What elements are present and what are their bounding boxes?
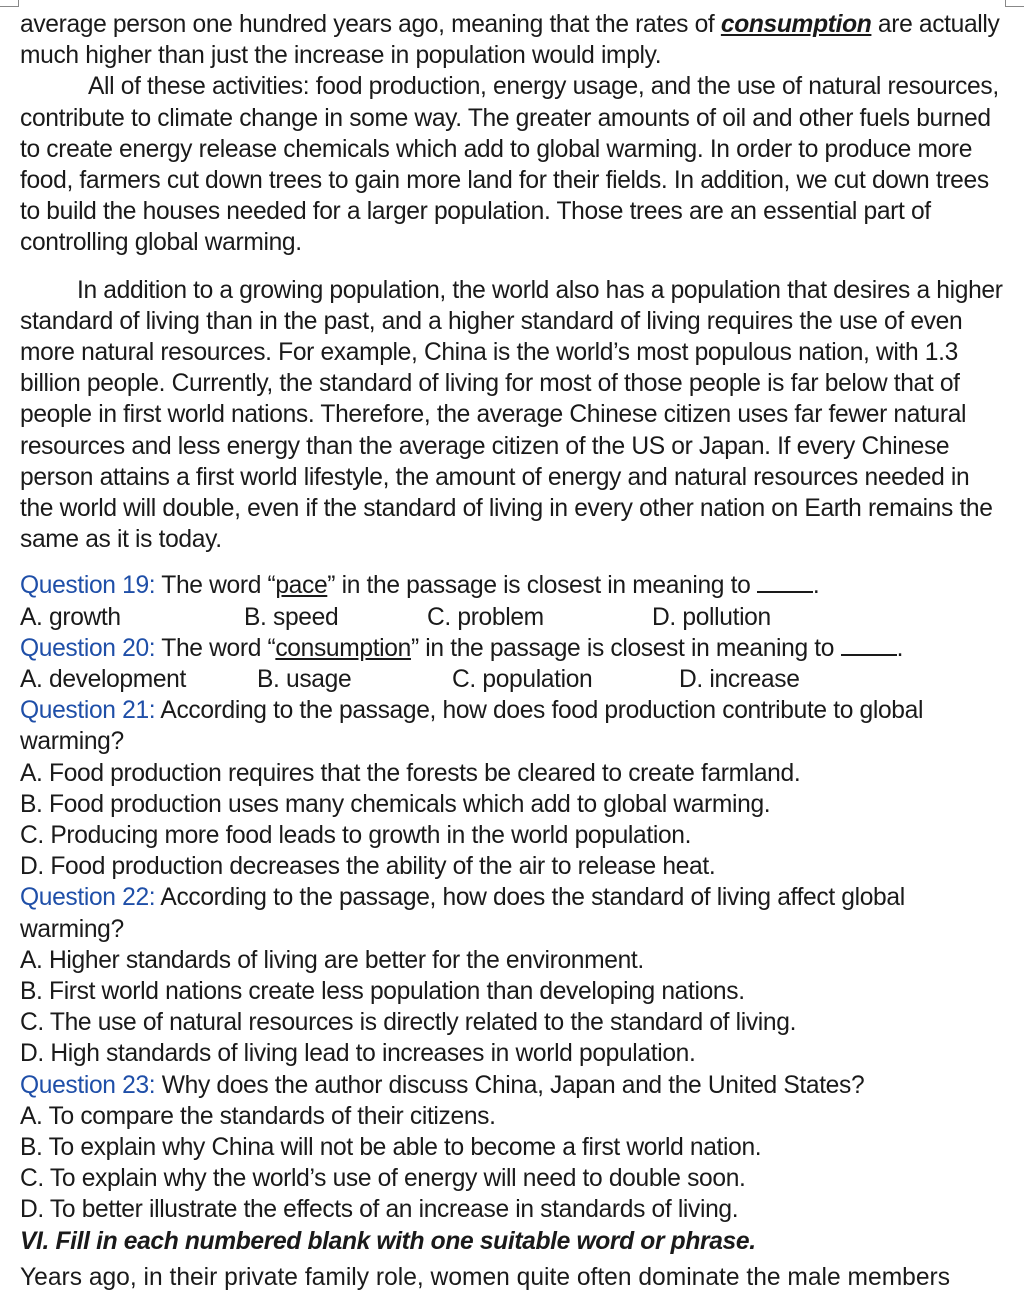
document-page [20,9,1006,1257]
option-d[interactable]: D. Food production decreases the ability of the air to release heat. [20,853,716,881]
answer-blank [757,571,813,593]
passage-paragraph-continued: average person one hundred years ago, meaning that the rates of consumption are actually much higher than just the increase in population would imply. [20,11,1000,70]
question-word: pace [275,572,328,600]
option-c[interactable]: C. The use of natural resources is directly related to the standard of living. [20,1009,797,1037]
question-22: Question 22: According to the passage, how does the standard of living affect global warming? [20,884,905,943]
option-a[interactable]: A. To compare the standards of their citizens. [20,1102,496,1130]
option-b[interactable]: B. Food production uses many chemicals which add to global warming. [20,790,771,818]
option-a[interactable]: A. Food production requires that the forests be cleared to create farmland. [20,759,801,787]
option-d[interactable]: D. pollution [652,603,771,631]
crop-mark-left [0,0,19,7]
question-label: Question 23: [20,1071,156,1099]
answer-blank [841,634,897,656]
question-label: Question 19: [20,572,156,600]
option-a[interactable]: A. Higher standards of living are better for the environment. [20,946,644,974]
option-b[interactable]: B. speed [244,603,339,631]
cut-off-text-line: Years ago, in their private family role, women quite often dominate the male members [20,1264,951,1291]
option-b[interactable]: B. First world nations create less population than developing nations. [20,978,745,1006]
question-20-options [20,664,1006,695]
option-a[interactable]: A. growth [20,603,121,631]
passage-paragraph-1: All of these activities: food production, energy usage, and the use of natural resources, contribute to climate change in some way. The greater amounts of oil and other fuels burned to create energy release chemicals which add to global warming. In order to produce more food, farmers cut down trees to gain more land for their fields. In addition, we cut down trees to build the houses needed for a larger population. Those trees are an essential part of controlling global warming. [20,73,999,257]
option-c[interactable]: C. population [452,666,593,694]
option-c[interactable]: C. To explain why the world’s use of energy will need to double soon. [20,1165,746,1193]
option-b[interactable]: B. usage [257,666,352,694]
passage-paragraph-2: In addition to a growing population, the world also has a population that desires a higher standard of living than in the past, and a higher standard of living requires the use of even more natural resources. For example, China is the world’s most populous nation, with 1.3 billion people. Currently, the standard of living for most of those people is far below that of people in first world nations. Therefore, the average Chinese citizen uses far fewer natural resources and less energy than the average citizen of the US or Japan. If every Chinese person attains a first world lifestyle, the amount of energy and natural resources needed in the world will double, even if the standard of living in every other nation on Earth remains the same as it is today. [20,276,1003,554]
option-d[interactable]: D. To better illustrate the effects of an increase in standards of living. [20,1196,739,1224]
question-21: Question 21: According to the passage, how does food production contribute to global warming? [20,697,924,756]
question-23: Question 23: Why does the author discuss China, Japan and the United States? [20,1071,865,1099]
question-word: consumption [275,634,411,662]
question-19: Question 19: The word “pace” in the passage is closest in meaning to . [20,572,820,600]
section-heading-vi: VI. Fill in each numbered blank with one suitable word or phrase. [20,1227,756,1255]
highlighted-word-consumption: consumption [720,11,872,38]
option-d[interactable]: D. High standards of living lead to increases in world population. [20,1040,696,1068]
question-label: Question 20: [20,634,156,662]
question-20: Question 20: The word “consumption” in the passage is closest in meaning to . [20,634,904,662]
option-b[interactable]: B. To explain why China will not be able to become a first world nation. [20,1134,762,1162]
question-label: Question 22: [20,884,156,912]
crop-mark-right [1005,0,1024,7]
question-19-options [20,602,1006,633]
option-c[interactable]: C. problem [427,603,544,631]
question-label: Question 21: [20,697,156,725]
option-d[interactable]: D. increase [679,666,800,694]
option-c[interactable]: C. Producing more food leads to growth in the world population. [20,822,692,850]
option-a[interactable]: A. development [20,666,186,694]
